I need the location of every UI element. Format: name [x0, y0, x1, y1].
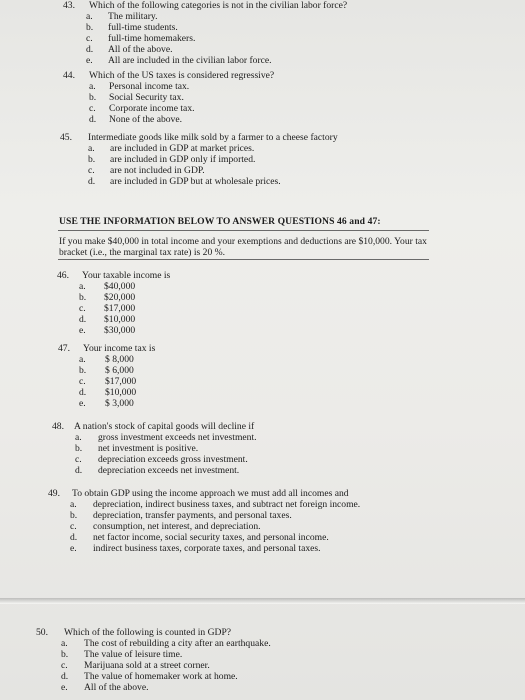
option-letter: a. — [79, 354, 86, 365]
question-stem: Which of the US taxes is considered regressive? — [89, 70, 275, 81]
option-text: indirect business taxes, corporate taxes, and personal taxes. — [93, 543, 321, 554]
option-text: depreciation, indirect business taxes, and subtract net foreign income. — [93, 499, 361, 510]
option-text: full-time students. — [108, 22, 178, 33]
option — [61, 649, 456, 660]
option-letter: a. — [89, 81, 96, 92]
option-text: are not included in GDP. — [110, 165, 205, 176]
option — [86, 44, 463, 55]
option-letter: a. — [70, 499, 77, 510]
option-letter: b. — [86, 22, 94, 33]
option-text: Personal income tax. — [109, 81, 190, 92]
option — [86, 55, 463, 66]
option — [70, 499, 508, 510]
option-letter: c. — [88, 165, 95, 176]
option-letter: b. — [61, 649, 69, 660]
question-44 — [63, 70, 463, 125]
option-letter: b. — [89, 92, 97, 103]
option — [88, 143, 460, 154]
option — [89, 81, 463, 92]
option-letter: d. — [61, 671, 69, 682]
option — [79, 325, 457, 336]
option-text: $ 6,000 — [105, 365, 134, 376]
option-text: are included in GDP only if imported. — [110, 154, 256, 165]
question-stem: Intermediate goods like milk sold by a farmer to a cheese factory — [88, 132, 338, 143]
option — [88, 176, 460, 187]
option — [79, 314, 457, 325]
option-text: The value of leisure time. — [84, 649, 183, 660]
option-letter: d. — [70, 532, 78, 543]
option — [88, 154, 460, 165]
option-text: $10,000 — [104, 314, 136, 325]
info-box — [59, 236, 439, 258]
question-number: 50. — [36, 627, 48, 638]
option — [61, 682, 456, 693]
option-letter: d. — [79, 387, 87, 398]
option — [61, 660, 456, 671]
option-letter: a. — [75, 432, 82, 443]
option-letter: d. — [88, 176, 96, 187]
option-text: Social Security tax. — [109, 92, 184, 103]
option-letter: c. — [61, 660, 68, 671]
instruction-heading: USE THE INFORMATION BELOW TO ANSWER QUESTIONS 46 and 47: — [59, 216, 381, 227]
option-text: $ 8,000 — [105, 354, 134, 365]
option — [75, 465, 472, 476]
option-letter: e. — [61, 682, 68, 693]
option — [70, 510, 508, 521]
question-stem: Which of the following is counted in GDP? — [64, 627, 232, 638]
option-letter: d. — [75, 465, 83, 476]
option — [61, 638, 456, 649]
option — [70, 532, 508, 543]
option-text: None of the above. — [109, 114, 182, 125]
option — [89, 92, 463, 103]
option-text: depreciation, transfer payments, and personal taxes. — [93, 510, 292, 521]
option-letter: c. — [75, 454, 82, 465]
option — [79, 398, 458, 409]
option-letter: c. — [89, 103, 96, 114]
question-45 — [60, 132, 460, 187]
option-text: $30,000 — [104, 325, 136, 336]
question-number: 46. — [57, 270, 69, 281]
question-48 — [52, 421, 472, 476]
option — [75, 432, 472, 443]
option-letter: d. — [89, 114, 97, 125]
option-letter: e. — [70, 543, 77, 554]
question-stem: A nation's stock of capital goods will decline if — [74, 421, 255, 432]
question-number: 49. — [48, 488, 60, 499]
option-text: net factor income, social security taxes, and personal income. — [93, 532, 329, 543]
option-text: The cost of rebuilding a city after an earthquake. — [84, 638, 271, 649]
option — [79, 387, 458, 398]
option-text: $ 3,000 — [105, 398, 134, 409]
option — [86, 11, 463, 22]
option-text: $17,000 — [105, 376, 137, 387]
option — [61, 671, 456, 682]
option-letter: a. — [79, 281, 86, 292]
option — [79, 292, 457, 303]
option-text: Marijuana sold at a street corner. — [84, 660, 210, 671]
option-letter: e. — [79, 325, 86, 336]
option — [79, 281, 457, 292]
option — [86, 33, 463, 44]
question-number: 48. — [52, 421, 64, 432]
option-text: depreciation exceeds gross investment. — [98, 454, 248, 465]
question-43 — [63, 0, 463, 66]
option-text: Corporate income tax. — [109, 103, 195, 114]
option-text: All of the above. — [108, 44, 173, 55]
option-text: net investment is positive. — [98, 443, 199, 454]
option — [89, 114, 463, 125]
option-letter: c. — [79, 376, 86, 387]
question-number: 45. — [60, 132, 72, 143]
option-text: depreciation exceeds net investment. — [98, 465, 240, 476]
option-letter: c. — [79, 303, 86, 314]
option-letter: b. — [70, 510, 78, 521]
option-text: All are included in the civilian labor force. — [108, 55, 272, 66]
option — [75, 443, 472, 454]
option-letter: a. — [88, 143, 95, 154]
option-text: $10,000 — [105, 387, 137, 398]
option-letter: c. — [70, 521, 77, 532]
divider-top — [58, 230, 429, 231]
question-number: 47. — [58, 343, 70, 354]
option — [70, 521, 508, 532]
option-text: The value of homemaker work at home. — [84, 671, 238, 682]
question-47 — [58, 343, 458, 409]
option-text: are included in GDP but at wholesale prices. — [110, 176, 281, 187]
question-stem: Your taxable income is — [82, 270, 171, 281]
question-50 — [36, 627, 456, 693]
option — [70, 543, 508, 554]
option-text: $40,000 — [104, 281, 136, 292]
divider-bottom — [58, 259, 429, 260]
option-letter: b. — [75, 443, 83, 454]
option-text: All of the above. — [84, 682, 149, 693]
option-text: $20,000 — [104, 292, 136, 303]
option-text: The military. — [108, 11, 158, 22]
option — [79, 376, 458, 387]
info-line-2: bracket (i.e., the marginal tax rate) is 20 %. — [59, 247, 226, 258]
question-number: 44. — [63, 70, 75, 81]
question-stem: Your income tax is — [83, 343, 156, 354]
option-letter: a. — [86, 11, 93, 22]
option — [88, 165, 460, 176]
question-49 — [48, 488, 508, 554]
option-letter: a. — [61, 638, 68, 649]
option — [79, 303, 457, 314]
option-text: consumption, net interest, and depreciation. — [93, 521, 261, 532]
option — [79, 354, 458, 365]
option — [89, 103, 463, 114]
option — [79, 365, 458, 376]
option-letter: b. — [79, 365, 87, 376]
option-letter: b. — [79, 292, 87, 303]
option-letter: e. — [79, 398, 86, 409]
option-text: $17,000 — [104, 303, 136, 314]
option — [86, 22, 463, 33]
option-letter: d. — [79, 314, 87, 325]
option-text: gross investment exceeds net investment. — [98, 432, 257, 443]
option-letter: c. — [86, 33, 93, 44]
option-letter: e. — [86, 55, 93, 66]
option-text: full-time homemakers. — [108, 33, 196, 44]
option — [75, 454, 472, 465]
question-stem: Which of the following categories is not in the civilian labor force? — [89, 0, 348, 11]
option-letter: b. — [88, 154, 96, 165]
question-stem: To obtain GDP using the income approach we must add all incomes and — [72, 488, 349, 499]
info-line-1: If you make $40,000 in total income and your exemptions and deductions are $10,000. Your tax — [59, 236, 427, 247]
option-letter: d. — [86, 44, 94, 55]
option-text: are included in GDP at market prices. — [110, 143, 255, 154]
page-fold — [0, 598, 525, 604]
question-number: 43. — [63, 0, 75, 11]
question-46 — [57, 270, 457, 336]
